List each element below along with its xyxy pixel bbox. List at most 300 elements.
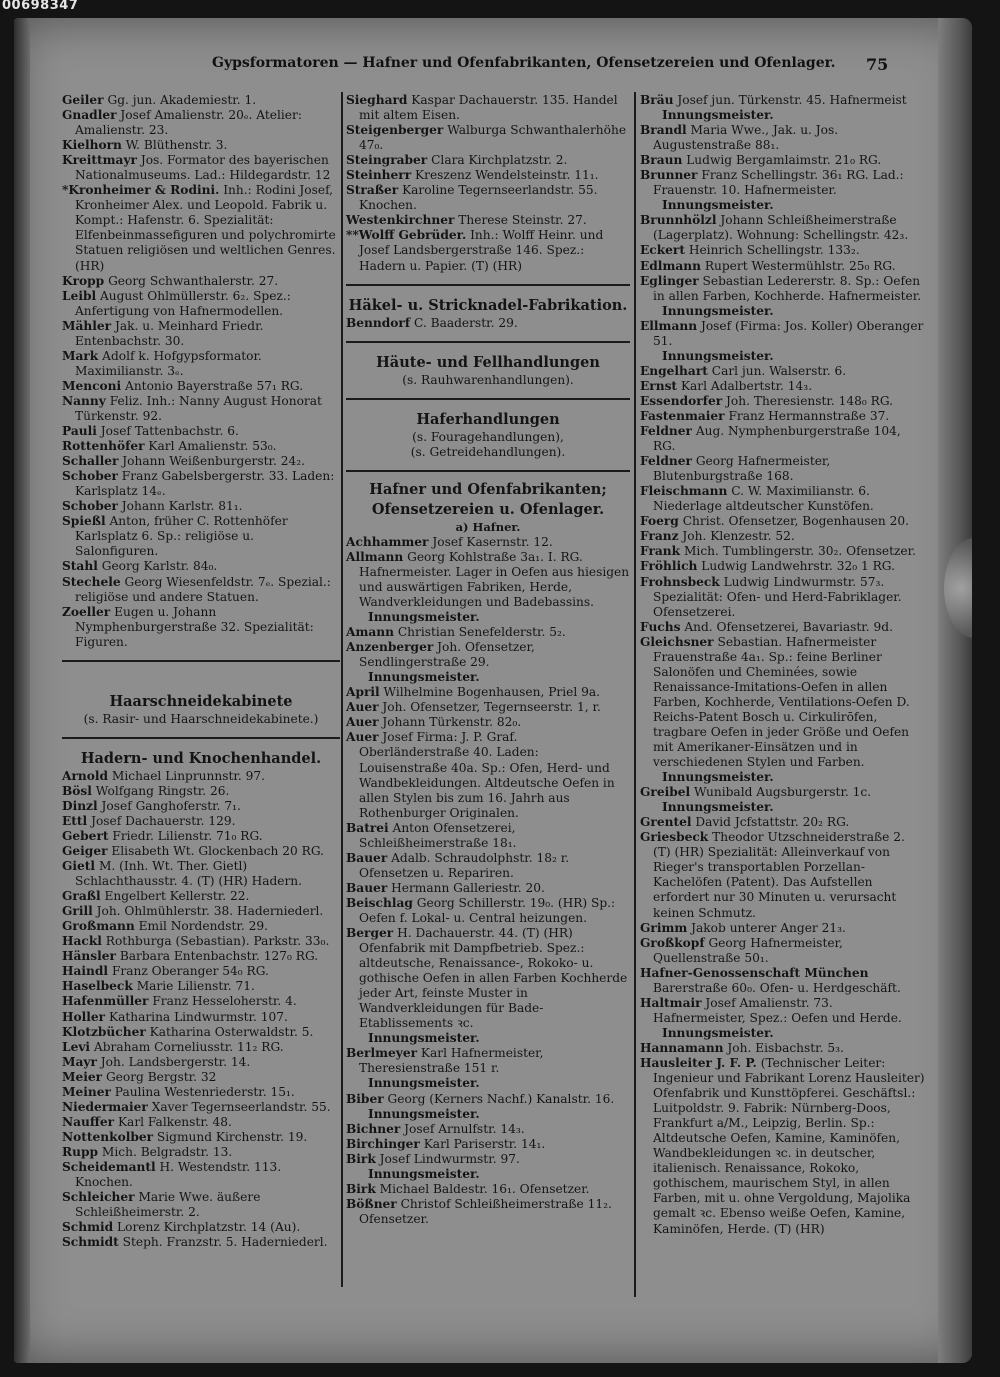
directory-entry: [62, 153, 340, 183]
entries-hadern-cont: [346, 93, 630, 274]
directory-entry: [640, 1041, 926, 1056]
guild-note: Innungsmeister.: [662, 198, 774, 213]
entry-name: Bräu: [640, 93, 674, 107]
gutter: [14, 18, 30, 1363]
column-3: [640, 93, 926, 1237]
entry-text: Engelbert Kellerstr. 22.: [104, 889, 250, 904]
entry-name: Großkopf: [640, 935, 705, 950]
directory-entry: [62, 1235, 340, 1250]
entry-text: Franz Hesseloherstr. 4.: [152, 994, 297, 1009]
entry-text: Georg Wiesenfeldstr. 7ₑ. Spezial.: religiöse und andere Statuen.: [75, 574, 331, 604]
entry-text: Rothburga (Sebastian). Parkstr. 33₀.: [105, 934, 330, 949]
entry-text: Wunibald Augsburgerstr. 1c.: [694, 785, 872, 800]
entry-name: Steinherr: [346, 168, 412, 183]
entry-name: Haindl: [62, 964, 109, 979]
entry-text: Josef Ganghoferstr. 7₁.: [101, 798, 241, 813]
entry-name: Feldner: [640, 424, 692, 439]
entry-name: Ellmann: [640, 318, 698, 333]
entry-text: Georg Bergstr. 32: [105, 1069, 217, 1084]
entry-text: Kaspar Dachauerstr. 135. Handel mit altem Eisen.: [359, 93, 618, 123]
entry-text: Emil Nordendstr. 29.: [138, 919, 268, 934]
entry-text: Mich. Belgradstr. 13.: [101, 1144, 233, 1159]
entry-name: Nottenkolber: [62, 1129, 154, 1144]
entry-name: Kielhorn: [62, 138, 122, 153]
entry-text: Adalb. Schraudolphstr. 18₂ r. Ofensetzen u. Repariren.: [359, 850, 570, 880]
directory-entry: [640, 966, 926, 996]
entry-text: Franz Hermannstraße 37.: [728, 408, 890, 423]
entry-name: Mähler: [62, 318, 112, 333]
entry-text: Sigmund Kirchenstr. 19.: [156, 1129, 308, 1144]
directory-entry: [346, 316, 630, 331]
directory-entry: [62, 394, 340, 424]
directory-entry: [640, 575, 926, 620]
entry-text: Franz Oberanger 54₀ RG.: [111, 964, 269, 979]
entry-text: Marie Lilienstr. 71.: [136, 979, 255, 994]
section-reference: (s. Fouragehandlungen),: [412, 429, 564, 444]
directory-entry: [640, 213, 926, 243]
directory-entry: [640, 153, 926, 168]
entry-text: H. Dachauerstr. 44. (T) (HR) Ofenfabrik mit Dampfbetrieb. Spez.: altdeutsche, Renaissance-, Rokoko- u. gothische Oefen in allen Farben Kochherde jeder Art, feinste Muster in Wandverkleidungen für Bade-Etablissements ꝛc.: [359, 926, 628, 1031]
directory-entry: [62, 93, 340, 108]
entry-text: (Technischer Leiter: Ingenieur und Fabrikant Lorenz Hausleiter) Ofenfabrik und Kunsttöpferei. Geschäftsl.: Luitpoldstr. 9. Fabrik: Nürnberg-Doos, Frankfurt a/M., Leipzig, Berlin. Sp.: Altdeutsche Oefen, Kamine, Kaminöfen, Wandbekleidungen ꝛc. in deutscher, italienisch. Renaissance, Rokoko, gothischem, maurischem Styl, in allen Farben, mit u. ohne Vergoldung, Majolika gemalt ꝛc. Ebenso weiße Oefen, Kamine, Kaminöfen, Herde. (T) (HR): [653, 1056, 925, 1236]
entry-text: W. Blüthenstr. 3.: [125, 138, 228, 153]
entry-name: Stechele: [62, 574, 121, 589]
entry-name: Anzenberger: [346, 640, 434, 655]
directory-entry: [62, 469, 340, 499]
directory-entry: [346, 183, 630, 213]
entry-name: Graßl: [62, 889, 101, 904]
entry-text: Adolf k. Hofgypsformator. Maximilianstr. 3ₑ.: [75, 348, 262, 378]
directory-entry: [62, 964, 340, 979]
directory-entry: [62, 1100, 340, 1115]
entries-hafner: [346, 535, 630, 1227]
directory-entry: [640, 454, 926, 484]
entry-name: Rupp: [62, 1144, 99, 1159]
directory-entry: [640, 1056, 926, 1237]
directory-entry: [346, 640, 630, 670]
section-heading: Ofensetzereien u. Ofenlager.: [371, 500, 605, 518]
entry-text: Joh. Ohlmühlerstr. 38. Haderniederl.: [96, 904, 324, 919]
directory-entry: [62, 784, 340, 799]
entry-name: April: [346, 685, 380, 700]
entry-name: Grimm: [640, 920, 688, 935]
entry-text: Joh. Klenzestr. 52.: [682, 529, 795, 544]
entry-text: Anton Ofensetzerei, Schleißheimerstraße 18₁.: [359, 820, 517, 850]
entry-text: Kreszenz Wendelsteinstr. 11₁.: [415, 168, 599, 183]
guild-note: Innungsmeister.: [662, 303, 774, 318]
directory-entry: [640, 529, 926, 544]
entry-name: Klotzbücher: [62, 1024, 146, 1039]
entry-text: Ludwig Lindwurmstr. 57₃. Spezialität: Ofen- und Herd-Fabriklager. Ofensetzerei.: [653, 574, 902, 619]
directory-entry: [640, 243, 926, 258]
directory-entry: [346, 1152, 630, 1167]
directory-entry: [62, 1160, 340, 1190]
entry-text: Michael Linprunnstr. 97.: [111, 768, 265, 783]
section-heading: Hadern- und Knochenhandel.: [80, 749, 322, 767]
entry-text: Steph. Franzstr. 5. Haderniederl.: [122, 1235, 328, 1250]
entry-name: Menconi: [62, 378, 122, 393]
entry-name: Nanny: [62, 393, 106, 408]
entry-name: Beischlag: [346, 895, 413, 910]
directory-entry: [62, 605, 340, 650]
entry-text: Karl Amalienstr. 53₀.: [148, 439, 277, 454]
guild-note: Innungsmeister.: [662, 770, 774, 785]
entry-name: Engelhart: [640, 363, 708, 378]
entry-text: Ludwig Landwehrstr. 32₀ 1 RG.: [701, 559, 895, 574]
directory-entry: [62, 575, 340, 605]
entry-name: **Wolff Gebrüder.: [346, 228, 467, 243]
directory-entry: [640, 996, 926, 1026]
directory-entry: [62, 439, 340, 454]
entry-name: Hannamann: [640, 1040, 724, 1055]
entry-text: Therese Steinstr. 27.: [458, 213, 587, 228]
entry-name: Levi: [62, 1039, 91, 1054]
directory-entry: [640, 936, 926, 966]
entry-text: C. W. Maximilianstr. 6. Niederlage altdeutscher Kunstöfen.: [653, 484, 874, 514]
directory-entry: [62, 559, 340, 574]
entry-name: Ernst: [640, 378, 678, 393]
column-1: [62, 93, 340, 1250]
entry-text: Josef Lindwurmstr. 97.: [379, 1151, 520, 1166]
entry-name: Grill: [62, 904, 93, 919]
entry-name: Bichner: [346, 1121, 401, 1136]
entry-text: Eugen u. Johann Nymphenburgerstraße 32. Spezialität: Figuren.: [75, 604, 314, 649]
entry-text: Johann Karlstr. 81₁.: [121, 499, 243, 514]
entry-name: Kreittmayr: [62, 153, 137, 168]
directory-entry: [62, 499, 340, 514]
directory-entry: [640, 559, 926, 574]
directory-entry: [62, 994, 340, 1009]
entry-name: Berlmeyer: [346, 1046, 418, 1061]
entry-name: Feldner: [640, 454, 692, 469]
directory-entry: [640, 319, 926, 349]
directory-entry: [346, 1197, 630, 1227]
entry-text: Georg Schwanthalerstr. 27.: [108, 273, 279, 288]
directory-entry: [346, 700, 630, 715]
entry-name: Grentel: [640, 815, 692, 830]
entry-name: Gnadler: [62, 108, 117, 123]
guild-note: Innungsmeister.: [368, 1031, 480, 1046]
entry-text: Josef Arnulfstr. 14₃.: [404, 1121, 525, 1136]
entry-text: Katharina Osterwaldstr. 5.: [149, 1024, 314, 1039]
entry-text: Theodor Utzschneiderstraße 2. (T) (HR) Spezialität: Alleinverkauf von Rieger's transportablen Porzellan-Kachelöfen (Patent). Das Aufstellen erfordert nur 30 Minuten u. verursacht keinen Schmutz.: [653, 830, 905, 920]
directory-entry: [346, 926, 630, 1031]
entry-text: Georg Hafnermeister, Quellenstraße 50₁.: [653, 935, 843, 965]
entry-name: Auer: [346, 715, 379, 730]
entry-text: Johann Schleißheimerstraße (Lagerplatz). Wohnung: Schellingstr. 42₃.: [653, 213, 909, 243]
entry-name: Berger: [346, 926, 394, 941]
directory-entry: [640, 93, 926, 108]
entry-text: Johann Türkenstr. 82₀.: [382, 715, 522, 730]
directory-entry: [346, 685, 630, 700]
entry-name: Haselbeck: [62, 979, 133, 994]
entry-text: Josef jun. Türkenstr. 45. Hafnermeist: [677, 93, 907, 107]
section-heading: Haarschneidekabinete: [109, 692, 293, 710]
entry-name: Schober: [62, 469, 118, 484]
entry-text: Josef Tattenbachstr. 6.: [100, 424, 239, 439]
entry-name: Gietl: [62, 859, 96, 874]
entry-text: Lorenz Kirchplatzstr. 14 (Au).: [117, 1220, 301, 1235]
guild-note: Innungsmeister.: [662, 348, 774, 363]
entry-text: Elisabeth Wt. Glockenbach 20 RG.: [111, 844, 324, 859]
directory-entry: [640, 921, 926, 936]
page-number: 75: [866, 55, 889, 74]
directory-entry: [640, 123, 926, 153]
entry-name: Geiler: [62, 93, 104, 107]
directory-entry: [640, 168, 926, 198]
entry-text: Gg. jun. Akademiestr. 1.: [107, 93, 257, 107]
entry-name: Birk: [346, 1181, 376, 1196]
entry-name: Ettl: [62, 813, 88, 828]
directory-entry: [640, 424, 926, 454]
directory-entry: [62, 799, 340, 814]
directory-entry: [62, 829, 340, 844]
directory-entry: [346, 851, 630, 881]
entry-text: Christof Schleißheimerstraße 11₂. Ofensetzer.: [359, 1196, 612, 1226]
section-heading: Haferhandlungen: [416, 410, 560, 428]
entry-text: M. (Inh. Wt. Ther. Gietl) Schlachthausstr. 4. (T) (HR) Hadern.: [75, 859, 303, 889]
directory-entry: [346, 625, 630, 640]
directory-entry: [346, 896, 630, 926]
directory-entry: [640, 635, 926, 770]
directory-entry: [62, 1055, 340, 1070]
entry-text: Karl Falkenstr. 48.: [117, 1114, 232, 1129]
page-edge: [938, 18, 972, 1363]
entry-name: Westenkirchner: [346, 213, 455, 228]
entry-name: Frank: [640, 544, 681, 559]
directory-entry: [346, 123, 630, 153]
directory-entry: [640, 409, 926, 424]
entry-name: Arnold: [62, 768, 109, 783]
directory-entry: [640, 815, 926, 830]
column-2: [346, 93, 630, 1227]
entry-name: Hafenmüller: [62, 994, 149, 1009]
directory-entry: [62, 1070, 340, 1085]
entry-text: Franz Schellingstr. 36₁ RG. Lad.: Frauenstr. 10. Hafnermeister.: [653, 168, 904, 198]
directory-entry: [62, 1220, 340, 1235]
directory-entry: [62, 1010, 340, 1025]
directory-entry: [62, 904, 340, 919]
entry-name: Eglinger: [640, 273, 699, 288]
entry-name: Schleicher: [62, 1190, 135, 1205]
entry-name: Brunner: [640, 168, 698, 183]
entry-name: Fuchs: [640, 619, 681, 634]
entry-name: *Kronheimer & Rodini.: [62, 183, 220, 198]
entry-text: Georg Hafnermeister, Blutenburgstraße 168.: [653, 454, 831, 484]
entry-text: David Jcfstattstr. 20₂ RG.: [695, 815, 850, 830]
entry-name: Auer: [346, 730, 379, 745]
directory-entry: [640, 484, 926, 514]
directory-entry: [62, 108, 340, 138]
directory-entry: [346, 1182, 630, 1197]
entry-text: Josef Dachauerstr. 129.: [91, 813, 236, 828]
directory-entry: [346, 1092, 630, 1107]
entry-name: Gleichsner: [640, 634, 714, 649]
directory-entry: [346, 881, 630, 896]
entry-name: Holler: [62, 1009, 106, 1024]
entry-text: Ludwig Bergamlaimstr. 21₀ RG.: [686, 153, 882, 168]
entry-text: Paulina Westenriederstr. 15₁.: [114, 1084, 295, 1099]
entry-name: Meier: [62, 1069, 103, 1084]
entry-name: Amann: [346, 625, 394, 640]
directory-entry: [640, 830, 926, 920]
entry-name: Hackl: [62, 934, 102, 949]
entry-name: Stahl: [62, 559, 98, 574]
entry-text: Wilhelmine Bogenhausen, Priel 9a.: [383, 685, 600, 700]
directory-entry: [62, 889, 340, 904]
section-heading: Häkel- u. Stricknadel-Fabrikation.: [348, 296, 628, 314]
directory-entry: [346, 168, 630, 183]
entry-name: Leibl: [62, 288, 97, 303]
entry-name: Schmidt: [62, 1235, 119, 1250]
directory-entry: [62, 859, 340, 889]
entry-text: Josef Amalienstr. 20ₑ. Atelier: Amalienstr. 23.: [75, 108, 302, 138]
entry-name: Niedermaier: [62, 1099, 148, 1114]
entry-name: Birchinger: [346, 1136, 420, 1151]
entry-name: Rottenhöfer: [62, 439, 145, 454]
entry-text: Sebastian Ledererstr. 8. Sp.: Oefen in allen Farben, Kochherde. Hafnermeister.: [653, 273, 922, 303]
entry-name: Hausleiter J. F. P.: [640, 1056, 757, 1070]
entry-text: Anton, früher C. Rottenhöfer Karlsplatz 6. Sp.: religiöse u. Salonfiguren.: [75, 514, 288, 559]
guild-note: Innungsmeister.: [662, 108, 774, 123]
entry-name: Foerg: [640, 514, 679, 529]
entry-text: Hermann Galleriestr. 20.: [391, 880, 545, 895]
entry-text: Karoline Tegernseerlandstr. 55. Knochen.: [359, 183, 598, 213]
entry-name: Bauer: [346, 880, 388, 895]
directory-entry: [62, 1025, 340, 1040]
entry-name: Hafner-Genossenschaft München: [640, 965, 869, 980]
entry-text: Joh. Ofensetzer, Tegernseerstr. 1, r.: [382, 700, 601, 715]
directory-entry: [62, 949, 340, 964]
entry-text: Joh. Landsbergerstr. 14.: [100, 1054, 251, 1069]
entry-name: Achhammer: [346, 534, 429, 549]
entry-name: Kropp: [62, 273, 105, 288]
entry-name: Benndorf: [346, 315, 411, 330]
entry-name: Spießl: [62, 514, 106, 529]
entry-name: Schmid: [62, 1220, 114, 1235]
entry-text: Inh.: Rodini Josef, Kronheimer Alex. und Leopold. Fabrik u. Kompt.: Hafenstr. 6. Spezialität: Elfenbeinmassefiguren und polychromirte Statuen religiösen und weltlichen Genres. (HR): [75, 183, 336, 273]
entries-hafner-cont: [640, 93, 926, 1237]
directory-entry: [346, 1122, 630, 1137]
entry-name: Zoeller: [62, 604, 111, 619]
directory-entry: [640, 379, 926, 394]
directory-entry: [62, 1040, 340, 1055]
entry-text: Georg (Kerners Nachf.) Kanalstr. 16.: [387, 1091, 615, 1106]
entry-text: Josef (Firma: Jos. Koller) Oberanger 51.: [653, 318, 924, 348]
entry-text: Feliz. Inh.: Nanny August Honorat Türkenstr. 92.: [75, 393, 322, 423]
directory-entry: [640, 544, 926, 559]
entry-name: Geiger: [62, 844, 108, 859]
directory-entry: [62, 1190, 340, 1220]
directory-entry: [346, 550, 630, 610]
entry-text: Sebastian. Hafnermeister Frauenstraße 4a₁. Sp.: feine Berliner Salonöfen und Cheminées, sowie Renaissance-Imitations-Oefen in allen Farben, Kochherde, Ventilations-Oefen D. Reichs-Patent Bosch u. Cirkulirōfen, tragbare Oefen in jeder Größe und Oefen mit Amerikaner-Einsätzen und in verschiedenen Stylen und Farben.: [653, 634, 910, 770]
entry-name: Straßer: [346, 183, 399, 198]
entry-text: Karl Pariserstr. 14₁.: [423, 1136, 546, 1151]
guild-note: Innungsmeister.: [368, 1076, 480, 1091]
entry-text: Barbara Entenbachstr. 127₀ RG.: [119, 949, 319, 964]
entry-name: Eckert: [640, 243, 685, 258]
entry-text: Jos. Formator des bayerischen Nationalmuseums. Lad.: Hildegardstr. 12: [75, 153, 331, 183]
entry-text: Wolfgang Ringstr. 26.: [95, 783, 230, 798]
entry-text: Maria Wwe., Jak. u. Jos. Augustenstraße 88₁.: [653, 123, 839, 153]
section-reference: (s. Rasir- und Haarschneidekabinete.): [83, 711, 319, 726]
directory-entry: [346, 1137, 630, 1152]
entry-text: Georg Kohlstraße 3a₁. I. RG. Hafnermeister. Lager in Oefen aus hiesigen und auswärtigen Fabriken, Herde, Wandverkleidungen und Badebassins.: [359, 549, 630, 609]
entry-text: Xaver Tegernseerlandstr. 55.: [151, 1099, 331, 1114]
archive-id: 00698347: [2, 0, 79, 13]
entry-text: Josef Amalienstr. 73. Hafnermeister, Spez.: Oefen und Herde.: [653, 995, 902, 1025]
entry-text: Barerstraße 60₀. Ofen- u. Herdgeschäft.: [653, 980, 901, 995]
entry-name: Greibel: [640, 785, 691, 800]
directory-entry: [346, 228, 630, 273]
entry-name: Steingraber: [346, 153, 428, 168]
directory-entry: [346, 213, 630, 228]
entry-name: Braun: [640, 153, 683, 168]
entry-name: Brunnhölzl: [640, 213, 717, 228]
entry-text: Jak. u. Meinhard Friedr. Entenbachstr. 30.: [75, 318, 264, 348]
entry-name: Fastenmaier: [640, 408, 725, 423]
section-heading: Hafner und Ofenfabrikanten;: [369, 480, 607, 498]
entry-text: Antonio Bayerstraße 57₁ RG.: [125, 378, 304, 393]
entries-hadern: [62, 769, 340, 1251]
entry-name: Fleischmann: [640, 484, 728, 499]
entry-name: Großmann: [62, 919, 135, 934]
entry-name: Edlmann: [640, 258, 701, 273]
directory-entry: [62, 454, 340, 469]
entry-text: Katharina Lindwurmstr. 107.: [108, 1009, 288, 1024]
entry-text: Joh. Theresienstr. 148₀ RG.: [726, 393, 894, 408]
column-rule-right: [634, 92, 636, 1297]
entry-name: Fröhlich: [640, 559, 698, 574]
directory-entry: [346, 1046, 630, 1076]
running-head: Gypsformatoren — Hafner und Ofenfabrikanten, Ofensetzereien und Ofenlager.: [212, 55, 836, 71]
entry-text: Marie Wwe. äußere Schleißheimerstr. 2.: [75, 1190, 261, 1220]
entry-name: Griesbeck: [640, 830, 709, 845]
entry-name: Mark: [62, 348, 99, 363]
directory-entry: [62, 514, 340, 559]
entry-text: Franz Gabelsbergerstr. 33. Laden: Karlsplatz 14ₑ.: [75, 469, 335, 499]
entry-text: Mich. Tumblingerstr. 30₂. Ofensetzer.: [683, 544, 917, 559]
directory-entry: [62, 1145, 340, 1160]
directory-entry: [640, 785, 926, 800]
entry-text: Karl Adalbertstr. 14₃.: [680, 378, 813, 393]
section-reference: (s. Getreidehandlungen).: [410, 444, 566, 459]
directory-entry: [346, 715, 630, 730]
guild-note: Innungsmeister.: [368, 610, 480, 625]
directory-entry: [62, 979, 340, 994]
entry-text: Joh. Eisbachstr. 5₃.: [727, 1040, 844, 1055]
entry-text: Jakob unterer Anger 21₃.: [691, 920, 846, 935]
entries-gypsformatoren: [62, 93, 340, 650]
entry-name: Gebert: [62, 828, 109, 843]
directory-entry: [62, 1130, 340, 1145]
entry-text: Georg Karlstr. 84₀.: [101, 559, 218, 574]
entry-text: Karl Hafnermeister, Theresienstraße 151 r.: [359, 1046, 544, 1076]
entry-text: Walburga Schwanthalerhöhe 47₀.: [359, 123, 627, 153]
entry-text: Johann Weißenburgerstr. 24₂.: [122, 454, 306, 469]
entry-name: Auer: [346, 700, 379, 715]
directory-entry: [62, 319, 340, 349]
entry-text: C. Baaderstr. 29.: [413, 315, 518, 330]
entry-name: Batrei: [346, 820, 389, 835]
entry-name: Bößner: [346, 1196, 397, 1211]
entries-haekelnadel: [346, 316, 630, 331]
directory-entry: [62, 138, 340, 153]
directory-entry: [62, 349, 340, 379]
entry-name: Mayr: [62, 1054, 97, 1069]
directory-entry: [346, 535, 630, 550]
entry-name: Dinzl: [62, 798, 98, 813]
